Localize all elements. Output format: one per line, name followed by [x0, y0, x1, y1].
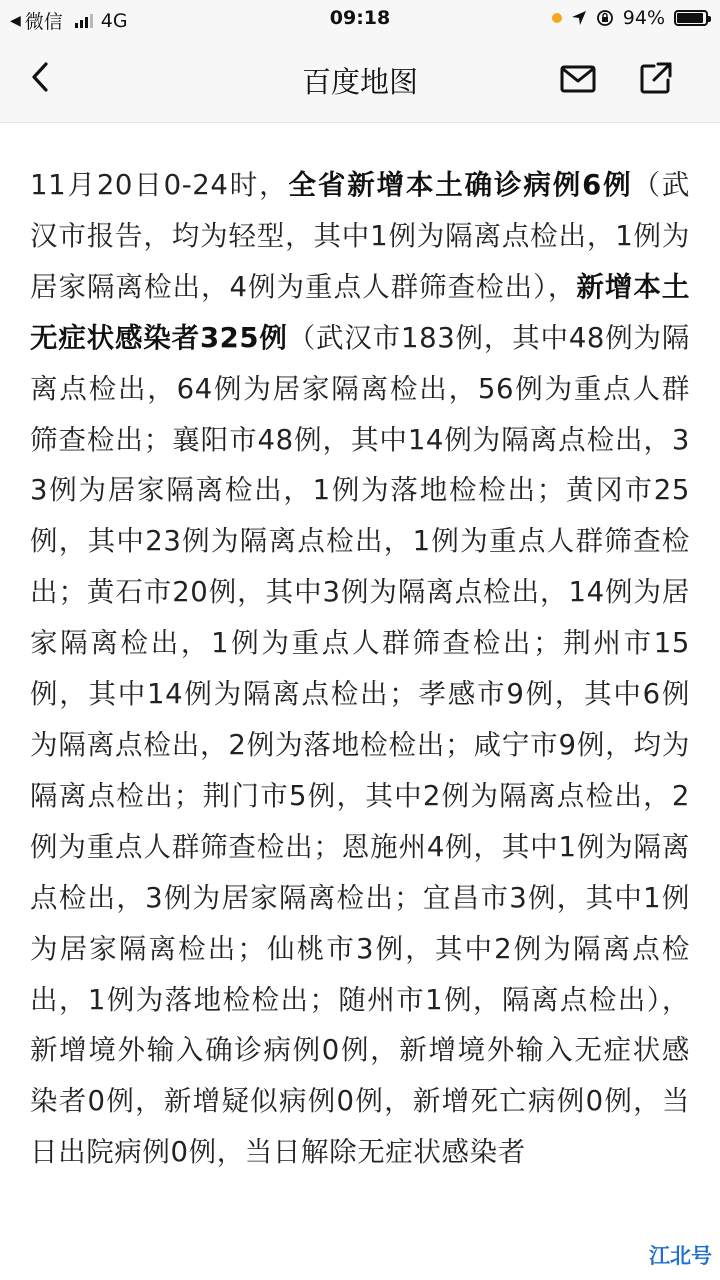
- mail-button[interactable]: [558, 60, 600, 98]
- status-time: 09:18: [329, 7, 391, 29]
- back-to-app-icon: ◀: [10, 12, 21, 29]
- nav-bar: [0, 36, 720, 123]
- status-right: [552, 7, 708, 29]
- mail-icon: [558, 60, 600, 98]
- watermark: 江北号: [645, 1238, 716, 1272]
- article-highlight: 全省新增本土确诊病例6例: [288, 169, 633, 201]
- orientation-lock-icon: [596, 9, 614, 27]
- status-dot-icon: [552, 13, 562, 23]
- battery-percent: 94%: [622, 7, 665, 29]
- signal-icon: [75, 14, 93, 28]
- article-text: （武汉市183例，其中48例为隔离点检出，64例为居家隔离检出，56例为重点人群筛查检出；襄阳市48例，其中14例为隔离点检出，33例为居家隔离检出，1例为落地检检出；黄冈市25例，其中23例为隔离点检出，1例为重点人群筛查检出；黄石市20例，其中3例为隔离点检出，14例为居家隔离检出，1例为重点人群筛查检出；荆州市15例，其中14例为隔离点检出；孝感市9例，其中6例为隔离点检出，2例为落地检检出；咸宁市9例，均为隔离点检出；荆门市5例，其中2例为隔离点检出，2例为重点人群筛查检出；恩施州4例，其中1例为隔离点检出，3例为居家隔离检出；宜昌市3例，其中1例为居家隔离检出；仙桃市3例，其中2例为隔离点检出，1例为落地检检出；随州市1例，隔离点检出），新增境外输入确诊病例0例，新增境外输入无症状感染者0例，新增疑似病例0例，新增死亡病例0例，当日出院病例0例，当日解除无症状感染者: [30, 321, 690, 1169]
- status-bar: [0, 0, 720, 36]
- back-to-app[interactable]: [10, 7, 128, 34]
- share-button[interactable]: [636, 58, 676, 98]
- network-label: 4G: [100, 9, 128, 32]
- battery-icon: [674, 10, 708, 26]
- location-arrow-icon: [571, 10, 587, 26]
- share-icon: [636, 58, 676, 98]
- article-highlight: 新增本土无症状感染者325例: [30, 270, 690, 354]
- page-title: 百度地图: [301, 65, 418, 99]
- back-chevron-icon: [22, 56, 66, 100]
- article-text: 11月20日0-24时，: [30, 169, 289, 201]
- back-button[interactable]: [22, 56, 66, 100]
- article-text: （武汉市报告，均为轻型，其中1例为隔离点检出，1例为居家隔离检出，4例为重点人群筛查检出），: [30, 169, 690, 303]
- battery-level-fill: [677, 13, 703, 23]
- article-body: [30, 160, 690, 1178]
- back-app-label: 微信: [24, 11, 63, 33]
